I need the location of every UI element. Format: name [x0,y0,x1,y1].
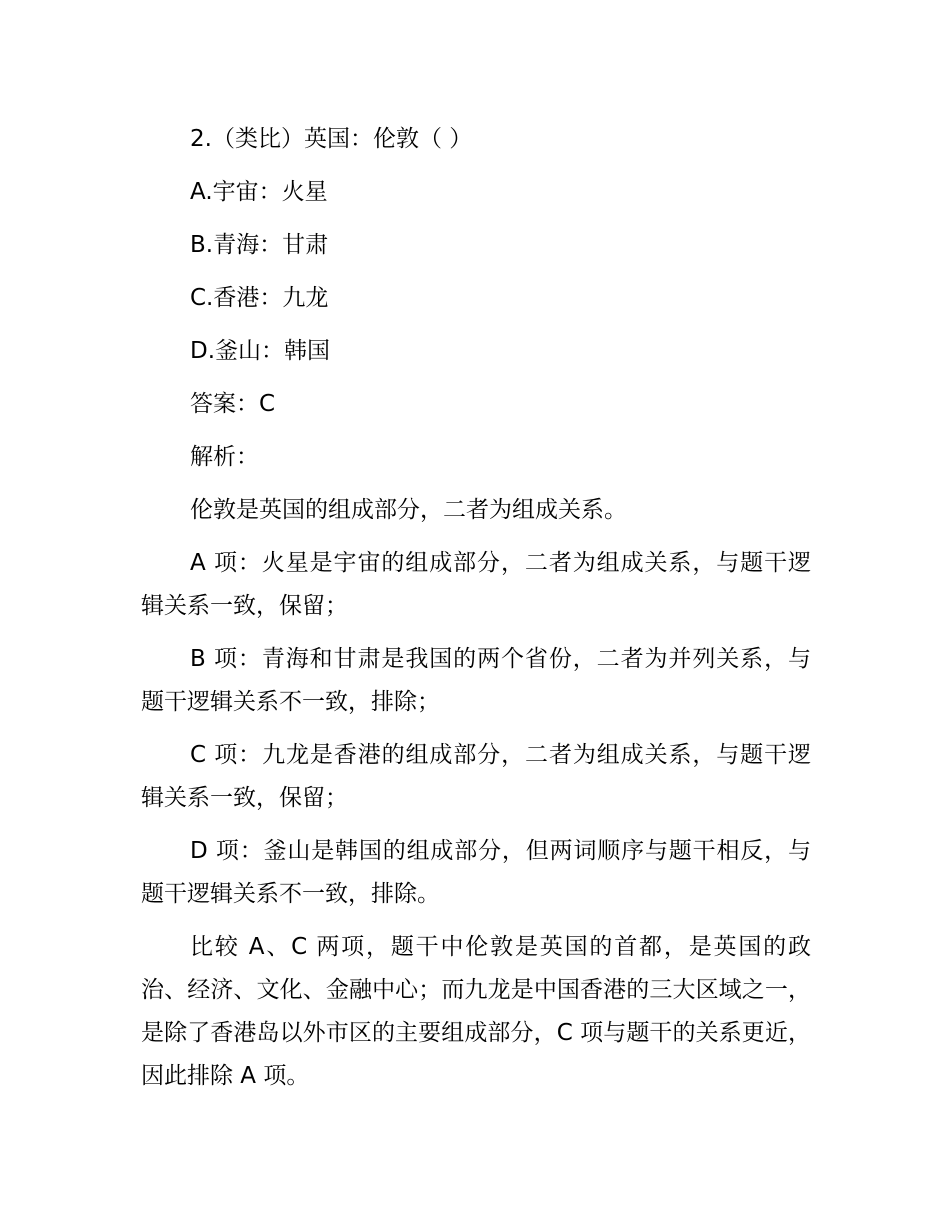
analysis-paragraph-b: B 项：青海和甘肃是我国的两个省份，二者为并列关系，与题干逻辑关系不一致，排除； [141,646,811,715]
option-c: C.香港：九龙 [190,285,329,311]
answer-text: 答案：C [190,391,276,417]
option-a: A.宇宙：火星 [190,179,328,205]
analysis-paragraph-c: C 项：九龙是香港的组成部分，二者为组成关系，与题干逻辑关系一致，保留； [141,742,811,811]
analysis-paragraph-comparison: 比较 A、C 两项，题干中伦敦是英国的首都，是英国的政治、经济、文化、金融中心；而九龙是中国香港的三大区域之一，是除了香港岛以外市区的主要组成部分，C 项与题干的关系更近，因此排除 A 项。 [141,934,811,1089]
option-d: D.釜山：韩国 [190,338,331,364]
question-content [141,118,811,1108]
analysis-label: 解析： [190,444,259,470]
question-stem: 2.（类比）英国：伦敦（ ） [190,126,473,152]
analysis-paragraph-d: D 项：釜山是韩国的组成部分，但两词顺序与题干相反，与题干逻辑关系不一致，排除。 [141,838,811,907]
analysis-paragraph-summary: 伦敦是英国的组成部分，二者为组成关系。 [190,497,627,523]
analysis-paragraph-a: A 项：火星是宇宙的组成部分，二者为组成关系，与题干逻辑关系一致，保留； [141,550,811,619]
option-b: B.青海：甘肃 [190,232,329,258]
